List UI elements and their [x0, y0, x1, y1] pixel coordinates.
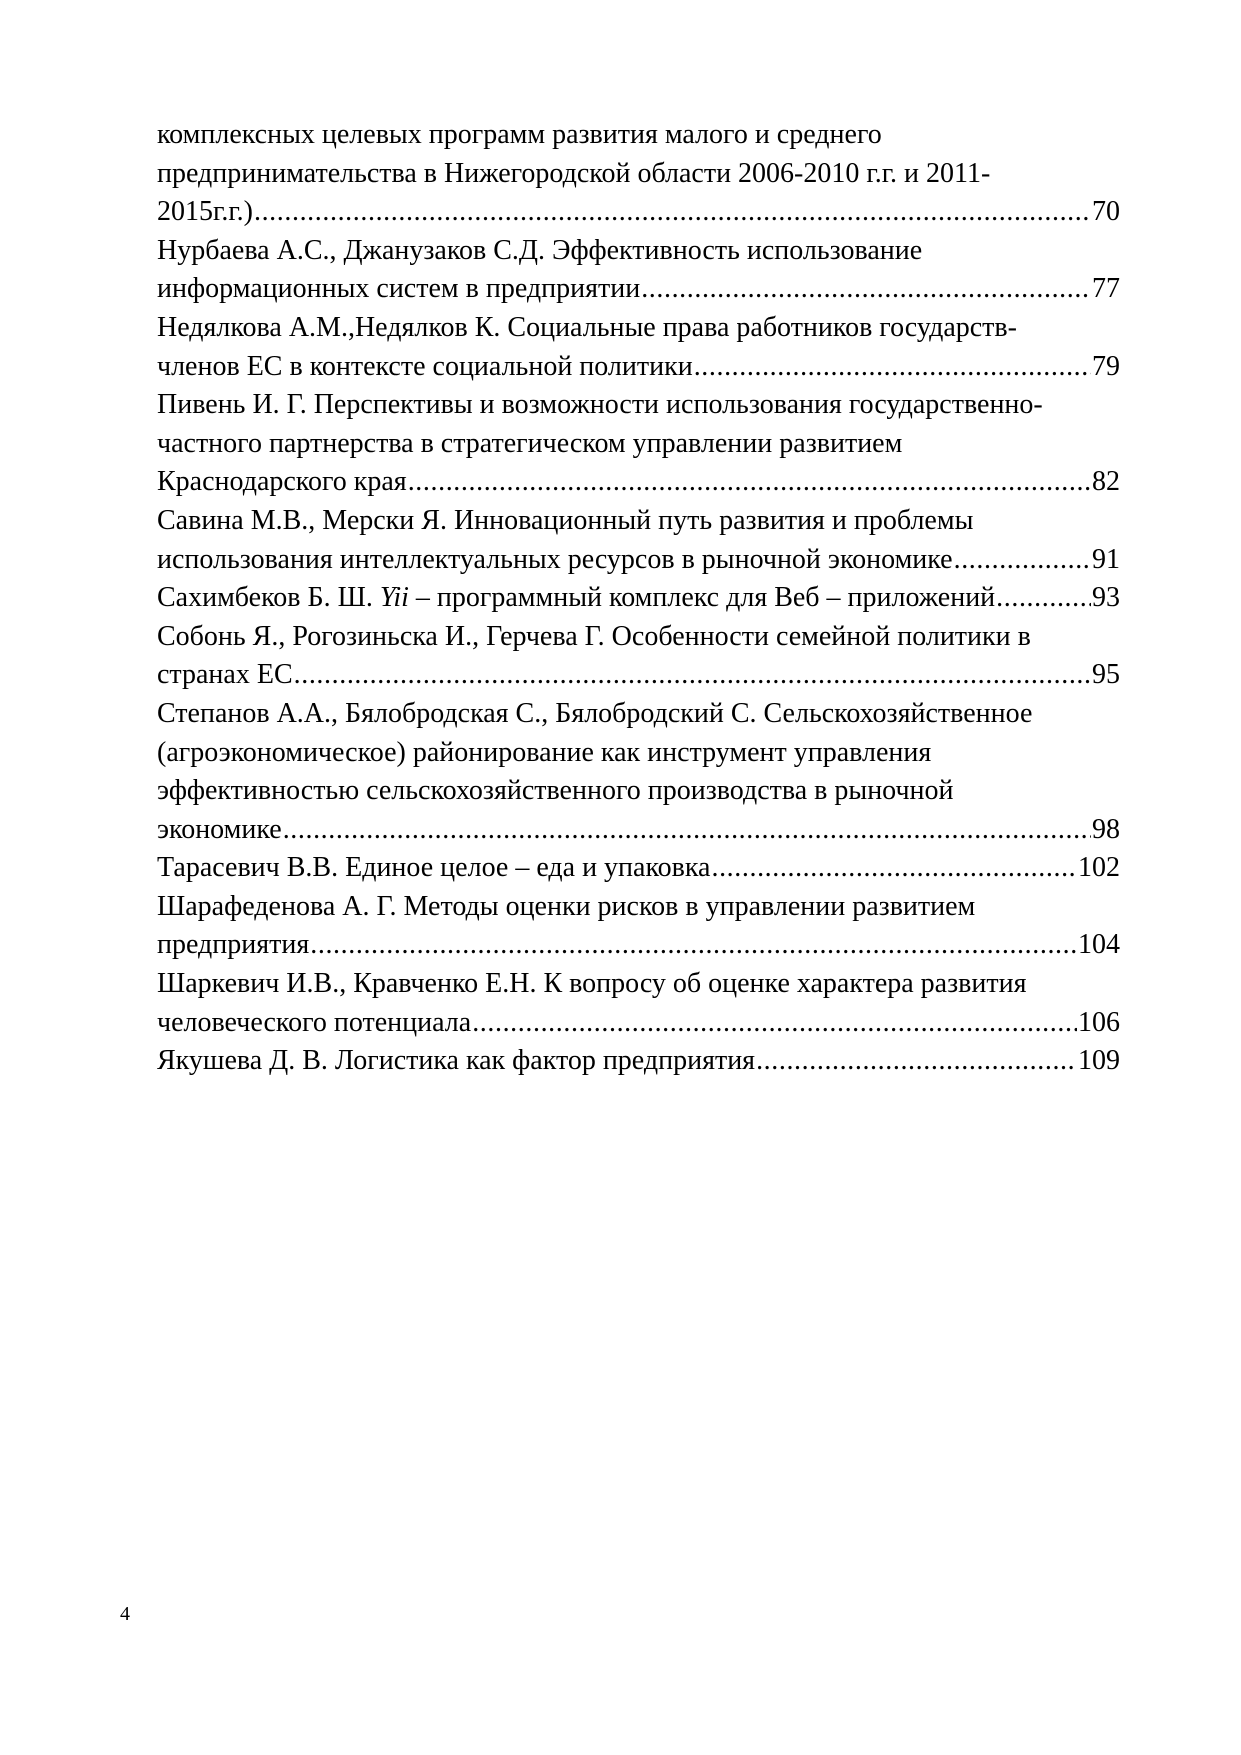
dot-leader: [954, 541, 1091, 580]
dot-leader: [283, 811, 1091, 850]
toc-entry-title: предприятия: [157, 929, 310, 961]
toc-entry-line: Пивень И. Г. Перспективы и возможности использования государственно-: [157, 389, 1043, 421]
toc-entry-title: Тарасевич В.В. Единое целое – еда и упаковка: [157, 852, 711, 884]
toc-entry-line: Шарафеденова А. Г. Методы оценки рисков в управлении развитием: [157, 890, 976, 922]
toc-entry-line: Собонь Я., Рогозиньска И., Герчева Г. Особенности семейной политики в: [157, 620, 1031, 652]
toc-entry-title: 2015г.г.): [157, 196, 253, 228]
toc-entry-last-line: [157, 1004, 1120, 1043]
toc-entry: [157, 232, 1120, 309]
dot-leader: [694, 348, 1091, 387]
toc-entry: [157, 888, 1120, 965]
toc-entry-title: [157, 579, 995, 618]
page-number: 4: [120, 1603, 130, 1625]
toc-page-number: 104: [1078, 929, 1120, 961]
dot-leader: [996, 579, 1091, 618]
dot-leader: [641, 270, 1091, 309]
toc-entry-italic-term: Yii: [379, 582, 409, 614]
toc-entry-title: странах ЕС: [157, 659, 293, 691]
toc-page-number: 95: [1092, 659, 1120, 691]
toc-entry-last-line: [157, 656, 1120, 695]
toc-page-number: 82: [1092, 466, 1120, 498]
toc-entry: [157, 965, 1120, 1042]
toc-entry-title: Якушева Д. В. Логистика как фактор предприятия: [157, 1045, 756, 1077]
toc-entry-last-line: [157, 926, 1120, 965]
toc-entry-line: (агроэкономическое) районирование как инструмент управления: [157, 736, 932, 768]
toc-page-number: 93: [1092, 582, 1120, 614]
toc-entry-last-line: [157, 579, 1120, 618]
toc-entry-title: информационных систем в предприятии: [157, 273, 641, 305]
toc-entry-line: Недялкова А.М.,Недялков К. Социальные права работников государств-: [157, 311, 1017, 343]
toc-entry-last-line: [157, 270, 1120, 309]
toc-entry: [157, 695, 1120, 849]
dot-leader: [756, 1042, 1077, 1081]
toc-entry: [157, 116, 1120, 232]
toc-entry-title: Краснодарского края: [157, 466, 407, 498]
toc-entry-line: Нурбаева А.С., Джанузаков С.Д. Эффективность использование: [157, 234, 923, 266]
dot-leader: [254, 193, 1091, 232]
toc-entry-title: человеческого потенциала: [157, 1006, 472, 1038]
dot-leader: [294, 656, 1091, 695]
toc-entry-title: экономике: [157, 813, 282, 845]
toc-entry-last-line: [157, 849, 1120, 888]
toc-entry: [157, 502, 1120, 579]
toc-page-number: 102: [1078, 852, 1120, 884]
toc-entry: [157, 386, 1120, 502]
toc-entry-line: комплексных целевых программ развития малого и среднего: [157, 119, 882, 150]
toc-entry-line: Степанов А.А., Бялобродская С., Бялобродский С. Сельскохозяйственное: [157, 697, 1033, 729]
toc-entry-last-line: [157, 348, 1120, 387]
toc-entry-last-line: [157, 811, 1120, 850]
toc-entry-line: эффективностью сельскохозяйственного производства в рыночной: [157, 775, 954, 807]
dot-leader: [408, 463, 1091, 502]
dot-leader: [472, 1004, 1077, 1043]
toc-entry-line: Шаркевич И.В., Кравченко Е.Н. К вопросу об оценке характера развития: [157, 968, 1027, 1000]
toc-page-number: 106: [1078, 1006, 1120, 1038]
toc-entry: [157, 618, 1120, 695]
toc-entry: [157, 309, 1120, 386]
toc-entry-last-line: [157, 1042, 1120, 1081]
toc-page-number: 70: [1092, 196, 1120, 228]
table-of-contents: [157, 116, 1120, 1081]
toc-entry-last-line: [157, 463, 1120, 502]
toc-entry-last-line: [157, 541, 1120, 580]
toc-page-number: 98: [1092, 813, 1120, 845]
toc-page-number: 77: [1092, 273, 1120, 305]
toc-entry: [157, 849, 1120, 888]
toc-page-number: 79: [1092, 350, 1120, 382]
toc-entry-line: Савина М.В., Мерски Я. Инновационный путь развития и проблемы: [157, 504, 974, 536]
toc-entry-title-rest: – программный комплекс для Веб – приложений: [408, 582, 996, 614]
toc-entry: [157, 579, 1120, 618]
toc-entry-author: Сахимбеков Б. Ш.: [157, 582, 380, 614]
toc-page-number: 91: [1092, 543, 1120, 575]
toc-entry: [157, 1042, 1120, 1081]
toc-entry-line: частного партнерства в стратегическом управлении развитием: [157, 427, 903, 459]
toc-entry-last-line: [157, 193, 1120, 232]
toc-entry-title: членов ЕС в контексте социальной политики: [157, 350, 693, 382]
toc-entry-title: использования интеллектуальных ресурсов в рыночной экономике: [157, 543, 953, 575]
toc-entry-line: предпринимательства в Нижегородской области 2006-2010 г.г. и 2011-: [157, 157, 991, 189]
dot-leader: [310, 926, 1077, 965]
toc-page-number: 109: [1078, 1045, 1120, 1077]
dot-leader: [711, 849, 1077, 888]
